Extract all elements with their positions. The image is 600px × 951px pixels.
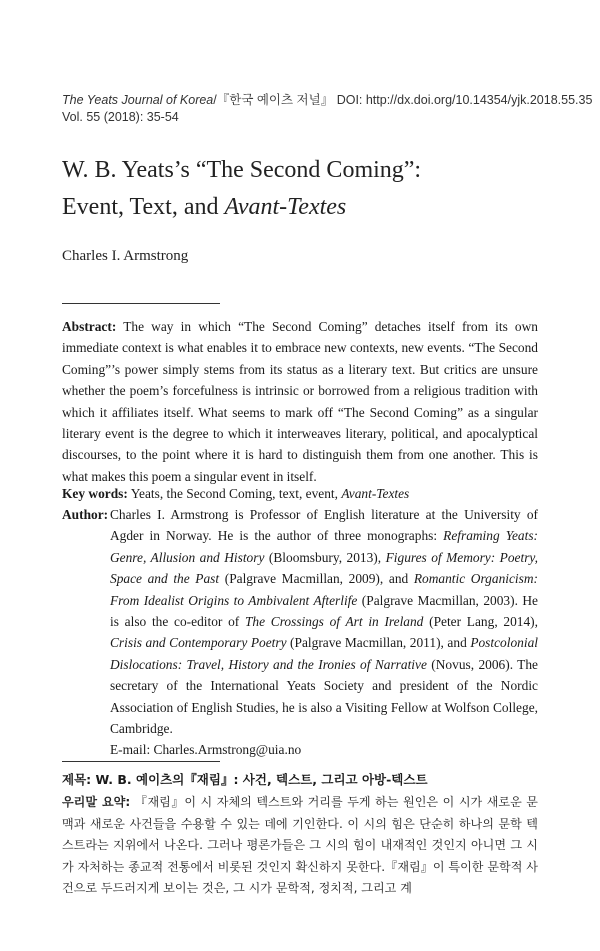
bio-text-2: (Bloomsbury, 2013),: [264, 549, 386, 565]
korean-abstract: [62, 792, 538, 900]
keywords: [62, 483, 538, 504]
journal-citation-line: [62, 92, 593, 109]
book-title-4: The Crossings of Art in Ireland: [244, 614, 424, 630]
author-bio: [110, 504, 538, 739]
keywords-label: Key words:: [62, 486, 128, 501]
divider: [62, 761, 220, 762]
bio-text-3: (Palgrave Macmillan, 2009), and: [219, 571, 414, 587]
title-line-2-prefix: Event, Text, and: [62, 194, 225, 220]
author-bio-label: Author:: [62, 507, 109, 522]
book-title-5: Crisis and Contemporary Poetry: [110, 635, 287, 651]
book-title-6: Postcolonial Dislocations: Travel, History and the Ironies of Narrative: [110, 635, 539, 672]
divider: [62, 303, 220, 304]
bio-text-5: (Peter Lang, 2014),: [423, 614, 538, 630]
author-email[interactable]: E-mail: Charles.Armstrong@uia.no: [110, 742, 302, 758]
journal-korean-name: /『한국 예이츠 저널』: [213, 93, 334, 107]
bio-text-6: (Palgrave Macmillan, 2011), and: [286, 635, 471, 651]
author-name: Charles I. Armstrong: [62, 248, 189, 264]
title-line-2: [62, 189, 552, 226]
bio-text-1: Charles I. Armstrong is Professor of English literature at the University of Agder in Norway. He is the author of three monographs:: [110, 507, 538, 544]
book-title-1: Reframing Yeats: Genre, Allusion and History: [110, 528, 538, 565]
article-title: [62, 152, 552, 226]
book-title-2: Figures of Memory: Poetry, Space and the Past: [110, 549, 538, 587]
abstract-label: Abstract:: [62, 319, 117, 334]
title-line-2-italic: Avant-Textes: [224, 194, 347, 220]
korean-abstract-label: 우리말 요약:: [62, 795, 131, 809]
keywords-text: Yeats, the Second Coming, text, event,: [127, 486, 342, 501]
bio-text-4: (Palgrave Macmillan, 2003). He is also the co-editor of: [110, 592, 538, 630]
title-line-1: W. B. Yeats’s “The Second Coming”:: [62, 157, 422, 183]
book-title-3: Romantic Organicism: From Idealist Origins to Ambivalent Afterlife: [110, 571, 538, 608]
journal-header: [62, 92, 593, 126]
abstract: [62, 316, 538, 487]
bio-text-7: (Novus, 2006). The secretary of the International Yeats Society and president of the Nordic Association of English Studies, he is also a Visiting Fellow at Wolfson College, Cambridge.: [110, 656, 538, 737]
korean-title: 제목: W. B. 예이츠의『재림』: 사건, 텍스트, 그리고 아방-텍스트: [62, 772, 428, 787]
keywords-italic: Avant-Textes: [341, 486, 410, 501]
volume-info: Vol. 55 (2018): 35-54: [62, 110, 179, 124]
abstract-text: The way in which “The Second Coming” detaches itself from its own immediate context is what enables it to embrace new contexts, new events. “The Second Coming”’s power simply stems from its status as a literary text. But critics are unsure whether the poem’s forcefulness is intrinsic or borrowed from a religious tradition with which it affiliates itself. What seems to mark off “The Second Coming” as a singular literary event is the degree to which it interweaves literary, political, and apocalyptical discourses, to the point where it is hard to distinguish them from one another. This is what makes this poem a singular event in itself.: [62, 319, 538, 484]
doi-link[interactable]: DOI: http://dx.doi.org/10.14354/yjk.2018.55.35: [333, 93, 593, 107]
author-bio-block: [62, 504, 538, 761]
journal-name: The Yeats Journal of Korea: [62, 93, 214, 107]
korean-abstract-text: 『재림』이 시 자체의 텍스트와 거리를 두게 하는 원인은 이 시가 새로운 문맥과 새로운 사건들을 수용할 수 있는 데에 기인한다. 이 시의 힘은 단순히 하나의 문학 텍스트라는 지위에서 나온다. 그러나 평론가들은 그 시의 힘이 내재적인 것인지 아니면 그 시가 자처하는 종교적 전통에서 비롯된 것인지 확신하지 못한다.『재림』이 특이한 문학적 사건으로 두드러지게 보이는 것은, 그 시가 문학적, 정치적, 그리고 계: [62, 795, 538, 896]
